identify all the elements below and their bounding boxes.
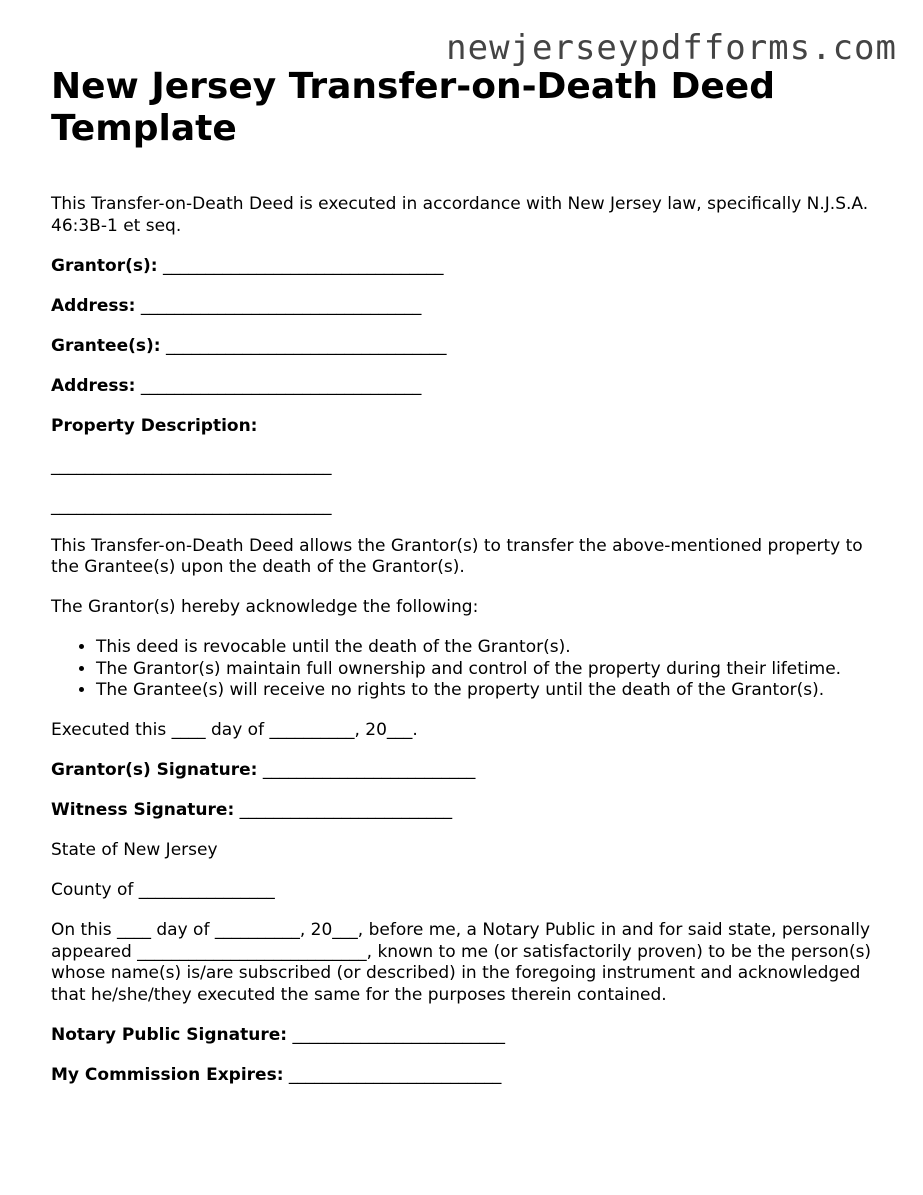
notary-paragraph: On this ____ day of __________, 20___, before me, a Notary Public in and for said state, personally appeared ___________________________, known to me (or satisfactorily proven) to be the person(s) whose name(s) is/are subscribed (or described) in the foregoing instrument and acknowledged that he/she/they executed the same for the purposes therein contained. xyxy=(51,920,872,1005)
property-description-field xyxy=(51,416,881,438)
grantee-address-label: Address: xyxy=(51,375,136,396)
state-line: State of New Jersey xyxy=(51,840,218,860)
property-line-2[interactable]: _________________________________ xyxy=(51,495,332,516)
property-line-1[interactable]: _________________________________ xyxy=(51,455,332,476)
grantor-field xyxy=(51,256,881,278)
commission-expires-label: My Commission Expires: xyxy=(51,1064,284,1085)
acknowledge-paragraph: The Grantor(s) hereby acknowledge the following: xyxy=(51,597,479,617)
grantor-signature-field xyxy=(51,760,881,782)
grantor-address-label: Address: xyxy=(51,295,136,316)
grantor-label: Grantor(s): xyxy=(51,255,158,276)
grantor-address-blank[interactable]: _________________________________ xyxy=(140,295,422,316)
grantee-address-blank[interactable]: _________________________________ xyxy=(140,375,422,396)
intro-paragraph: This Transfer-on-Death Deed is executed in accordance with New Jersey law, specifically N.J.S.A. 46:3B-1 et seq. xyxy=(51,194,869,236)
witness-signature-field xyxy=(51,800,881,822)
commission-expires-blank[interactable]: _________________________ xyxy=(288,1064,502,1085)
acknowledgement-list xyxy=(51,637,881,702)
notary-signature-field xyxy=(51,1025,881,1047)
document-body xyxy=(51,66,881,1086)
commission-expires-field xyxy=(51,1065,881,1087)
notary-signature-label: Notary Public Signature: xyxy=(51,1024,288,1045)
list-item: • The Grantee(s) will receive no rights to the property until the death of the Grantor(s). xyxy=(96,680,881,702)
allows-paragraph: This Transfer-on-Death Deed allows the Grantor(s) to transfer the above-mentioned property to the Grantee(s) upon the death of the Grantor(s). xyxy=(51,535,863,577)
document-title: New Jersey Transfer-on-Death Deed Template xyxy=(51,66,775,149)
witness-signature-blank[interactable]: _________________________ xyxy=(239,800,453,820)
list-item: • The Grantor(s) maintain full ownership and control of the property during their lifetime. xyxy=(96,659,881,681)
notary-signature-blank[interactable]: _________________________ xyxy=(292,1024,505,1045)
county-line[interactable]: County of ________________ xyxy=(51,880,275,900)
grantee-address-field xyxy=(51,376,881,398)
grantor-blank[interactable]: _________________________________ xyxy=(162,255,444,276)
list-item: • This deed is revocable until the death of the Grantor(s). xyxy=(96,637,881,659)
watermark: newjerseypdfforms.com xyxy=(446,28,897,68)
grantee-blank[interactable]: _________________________________ xyxy=(165,335,447,356)
grantee-field xyxy=(51,336,881,358)
witness-signature-label: Witness Signature: xyxy=(51,800,235,820)
property-description-label: Property Description: xyxy=(51,415,258,436)
grantee-label: Grantee(s): xyxy=(51,335,161,356)
grantor-signature-label: Grantor(s) Signature: xyxy=(51,760,258,780)
grantor-signature-blank[interactable]: _________________________ xyxy=(262,760,476,780)
executed-line[interactable]: Executed this ____ day of __________, 20___. xyxy=(51,720,418,740)
grantor-address-field xyxy=(51,296,881,318)
